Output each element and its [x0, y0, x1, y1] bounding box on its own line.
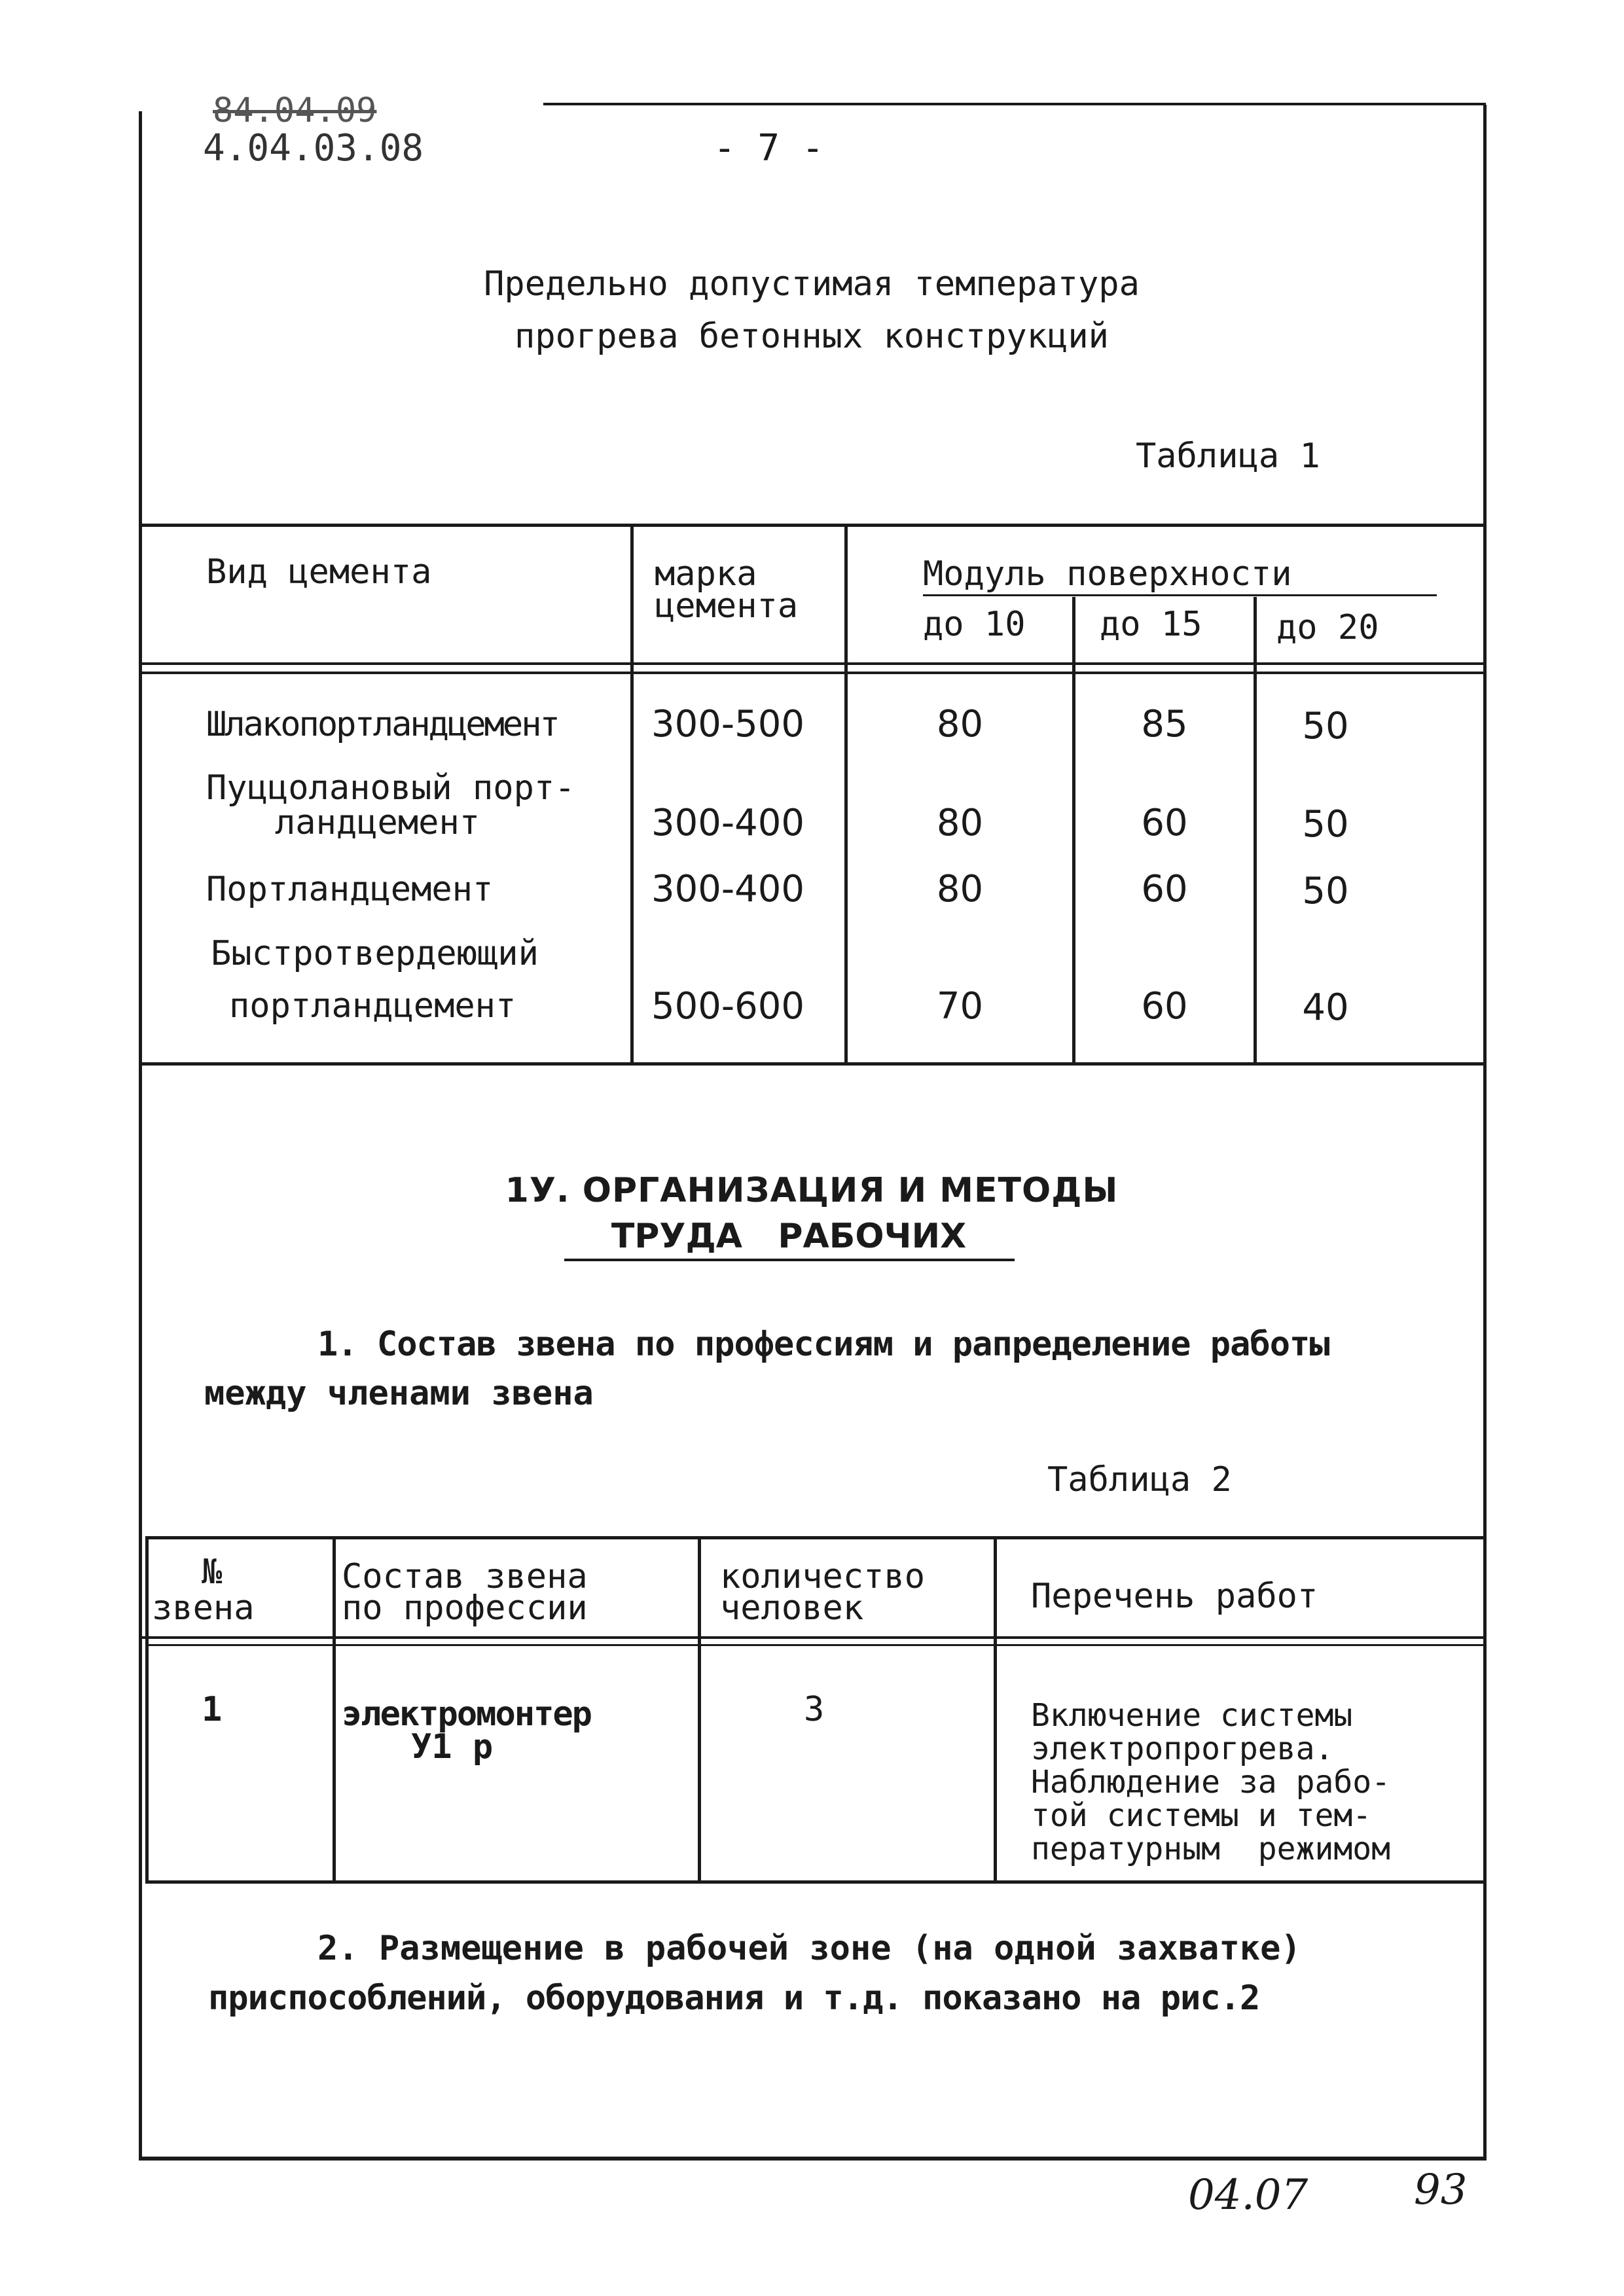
- row1-value-15: 85: [1141, 703, 1188, 745]
- team-number: 1: [202, 1690, 223, 1729]
- header-up-to-10: до 10: [923, 605, 1026, 644]
- paragraph-1-line-1: 1. Состав звена по профессиям и рапределение работы: [317, 1325, 1329, 1364]
- row3-cement-type: Портландцемент: [206, 870, 494, 909]
- table2-top-rule: [145, 1536, 1487, 1539]
- row3-value-10: 80: [936, 868, 984, 910]
- table1-header-rule-b: [139, 672, 1487, 674]
- header-count-line-1: количество: [720, 1557, 926, 1596]
- header-composition-line-2: по профессии: [342, 1588, 588, 1628]
- header-up-to-15: до 15: [1100, 605, 1202, 644]
- header-up-to-20: до 20: [1276, 608, 1379, 647]
- frame-left-border: [139, 111, 142, 2160]
- row1-cement-type: Шлакопортландцемент: [206, 705, 558, 744]
- row4-grade: 500-600: [651, 985, 804, 1028]
- section-heading-underline: [564, 1259, 1015, 1261]
- header-works-list: Перечень работ: [1031, 1577, 1318, 1616]
- document-code-crossed: 84.04.09: [213, 91, 377, 130]
- works-line-5: пературным режимом: [1031, 1831, 1391, 1867]
- table2-left-border: [145, 1536, 149, 1884]
- section-heading-line-2: ТРУДА РАБОЧИХ: [611, 1217, 967, 1256]
- works-line-4: той системы и тем-: [1031, 1797, 1372, 1834]
- header-cement-type: Вид цемента: [206, 552, 432, 592]
- section-heading-line-1: 1У. ОРГАНИЗАЦИЯ И МЕТОДЫ: [505, 1171, 1119, 1210]
- table1-top-rule: [139, 524, 1487, 527]
- row4-value-15: 60: [1141, 985, 1188, 1028]
- table2-header-rule-b: [145, 1644, 1487, 1646]
- row4-value-10: 70: [936, 985, 984, 1028]
- document-code: 4.04.03.08: [203, 127, 424, 170]
- paragraph-2-line-2: приспособлений, оборудования и т.д. показано на рис.2: [208, 1979, 1260, 2018]
- table1-col-divider-2: [844, 524, 848, 1066]
- frame-bottom-border: [139, 2157, 1487, 2161]
- row2-cement-type-line-2: ландцемент: [275, 803, 480, 842]
- row1-value-20: 50: [1302, 705, 1349, 747]
- row3-value-20: 50: [1302, 870, 1349, 912]
- header-surface-module: Модуль поверхности: [923, 554, 1292, 594]
- paragraph-2-line-1: 2. Размещение в рабочей зоне (на одной захватке): [317, 1929, 1301, 1968]
- table1-caption: Таблица 1: [1136, 437, 1320, 476]
- works-line-3: Наблюдение за рабо-: [1031, 1764, 1391, 1801]
- frame-right-border: [1483, 105, 1487, 2160]
- header-composition-line-1: Состав звена: [342, 1557, 588, 1596]
- table2-header-rule: [139, 1636, 1487, 1639]
- frame-top-border: [543, 103, 1486, 105]
- row4-cement-type-line-1: Быстротвердеющий: [211, 934, 539, 973]
- page-title-line-2: прогрева бетонных конструкций: [514, 317, 1109, 356]
- page-number: - 7 -: [713, 127, 824, 170]
- header-team-number-line-2: звена: [152, 1588, 255, 1628]
- table2-caption: Таблица 2: [1047, 1460, 1232, 1499]
- team-profession-line-2: У1 р: [411, 1727, 494, 1767]
- row2-value-10: 80: [936, 802, 984, 844]
- surface-module-underline: [923, 594, 1437, 596]
- handwritten-page-number: 93: [1414, 2166, 1468, 2214]
- table2-col-divider-2: [698, 1536, 701, 1884]
- row3-grade: 300-400: [651, 868, 804, 910]
- row2-grade: 300-400: [651, 802, 804, 844]
- row1-grade: 300-500: [651, 703, 804, 745]
- works-line-1: Включение системы: [1031, 1697, 1353, 1734]
- row2-cement-type-line-1: Пуццолановый порт-: [206, 768, 575, 808]
- header-cement-grade-line-2: цемента: [655, 586, 799, 626]
- table1-bottom-rule: [139, 1062, 1487, 1066]
- row2-value-15: 60: [1141, 802, 1188, 844]
- table2-col-divider-3: [994, 1536, 997, 1884]
- header-count-line-2: человек: [720, 1588, 864, 1628]
- table2-col-divider-1: [333, 1536, 336, 1884]
- row4-value-20: 40: [1302, 986, 1349, 1029]
- header-team-number-line-1: №: [202, 1552, 223, 1592]
- row3-value-15: 60: [1141, 868, 1188, 910]
- table2-bottom-rule: [145, 1880, 1487, 1884]
- paragraph-1-line-2: между членами звена: [204, 1374, 594, 1413]
- team-worker-count: 3: [804, 1690, 825, 1729]
- team-profession-line-1: электромонтер: [342, 1695, 591, 1734]
- table1-col-divider-1: [630, 524, 634, 1066]
- table1-header-rule-a: [139, 662, 1487, 665]
- row1-value-10: 80: [936, 703, 984, 745]
- handwritten-date: 04.07: [1188, 2171, 1308, 2219]
- row2-value-20: 50: [1302, 803, 1349, 846]
- header-cement-grade-line-1: марка: [655, 554, 757, 594]
- page-title-line-1: Предельно допустимая температура: [484, 264, 1140, 304]
- row4-cement-type-line-2: портландцемент: [229, 986, 516, 1026]
- works-line-2: электропрогрева.: [1031, 1731, 1334, 1767]
